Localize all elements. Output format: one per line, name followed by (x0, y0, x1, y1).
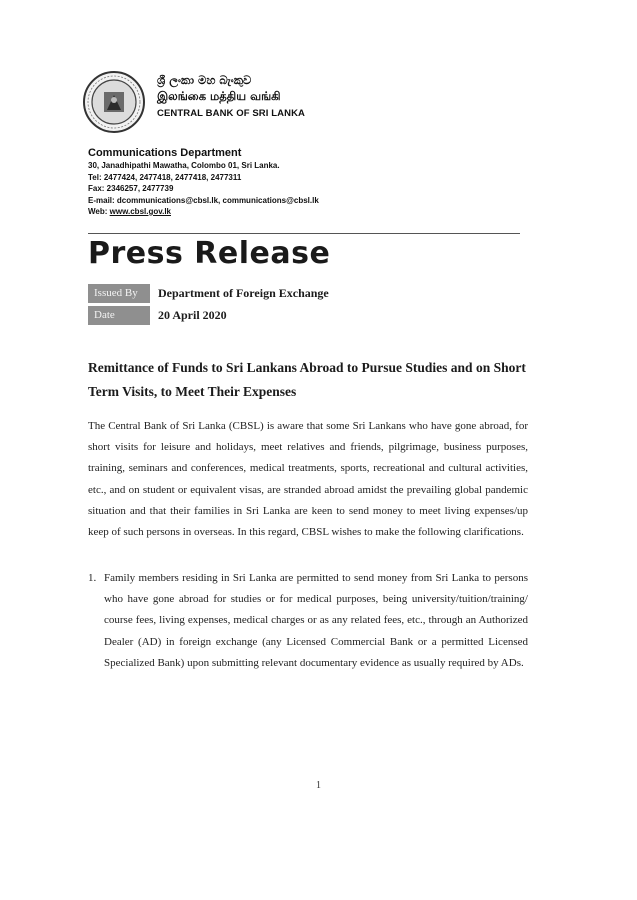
bank-name-english: CENTRAL BANK OF SRI LANKA (157, 108, 305, 119)
date-label: Date (88, 306, 150, 325)
list-item-text: Family members residing in Sri Lanka are permitted to send money from Sri Lanka to persons who have gone abroad for studies or for medical purposes, being university/tuition/training/ course fees, living expenses, medical charges or as any related fees, etc., through an Authorized Dealer (AD) in foreign exchange (any Licensed Commercial Bank or a permitted Licensed Specialized Bank) upon submitting relevant documentary evidence as usually required by ADs. (104, 572, 528, 669)
date-value: 20 April 2020 (158, 308, 227, 322)
article-headline: Remittance of Funds to Sri Lankans Abroad to Pursue Studies and on Short Term Visits, to Meet Their Expenses (88, 360, 526, 399)
page-title: Press Release (88, 236, 331, 271)
website-link[interactable]: www.cbsl.gov.lk (109, 207, 171, 216)
web-line (88, 206, 319, 218)
central-bank-seal-icon (82, 70, 146, 134)
issued-by-value: Department of Foreign Exchange (158, 286, 329, 300)
bank-names (157, 72, 305, 119)
communications-block (88, 146, 319, 218)
issued-by-label: Issued By (88, 284, 150, 303)
web-label: Web: (88, 207, 110, 216)
intro-paragraph: The Central Bank of Sri Lanka (CBSL) is aware that some Sri Lankans who have gone abroad, for short visits for leisure and holidays, meet relatives and friends, pilgrimage, business purposes, training, seminars and conferences, medical treatments, sports, recreational and cultural activities, etc., and on student or equivalent visas, are stranded abroad amidst the prevailing global pandemic situation and that their families in Sri Lanka are keen to send money to meet living expenses/up keep of such persons in overseas. In this regard, CBSL wishes to make the following clarifications. (88, 420, 528, 539)
tel-line: Tel: 2477424, 2477418, 2477418, 2477311 (88, 172, 242, 182)
list-item-number: 1. (88, 572, 97, 584)
bank-name-sinhala: ශ්‍රී ලංකා මහ බැංකුව (157, 73, 252, 87)
department-title: Communications Department (88, 147, 242, 159)
address-line: 30, Janadhipathi Mawatha, Colombo 01, Sri Lanka. (88, 161, 280, 170)
bank-name-tamil: இலங்கை மத்திய வங்கி (157, 89, 281, 103)
fax-line: Fax: 2346257, 2477739 (88, 184, 174, 193)
email-line: E-mail: dcommunications@cbsl.lk, communications@cbsl.lk (88, 195, 319, 205)
header-divider (88, 233, 520, 234)
page-number: 1 (316, 780, 321, 791)
